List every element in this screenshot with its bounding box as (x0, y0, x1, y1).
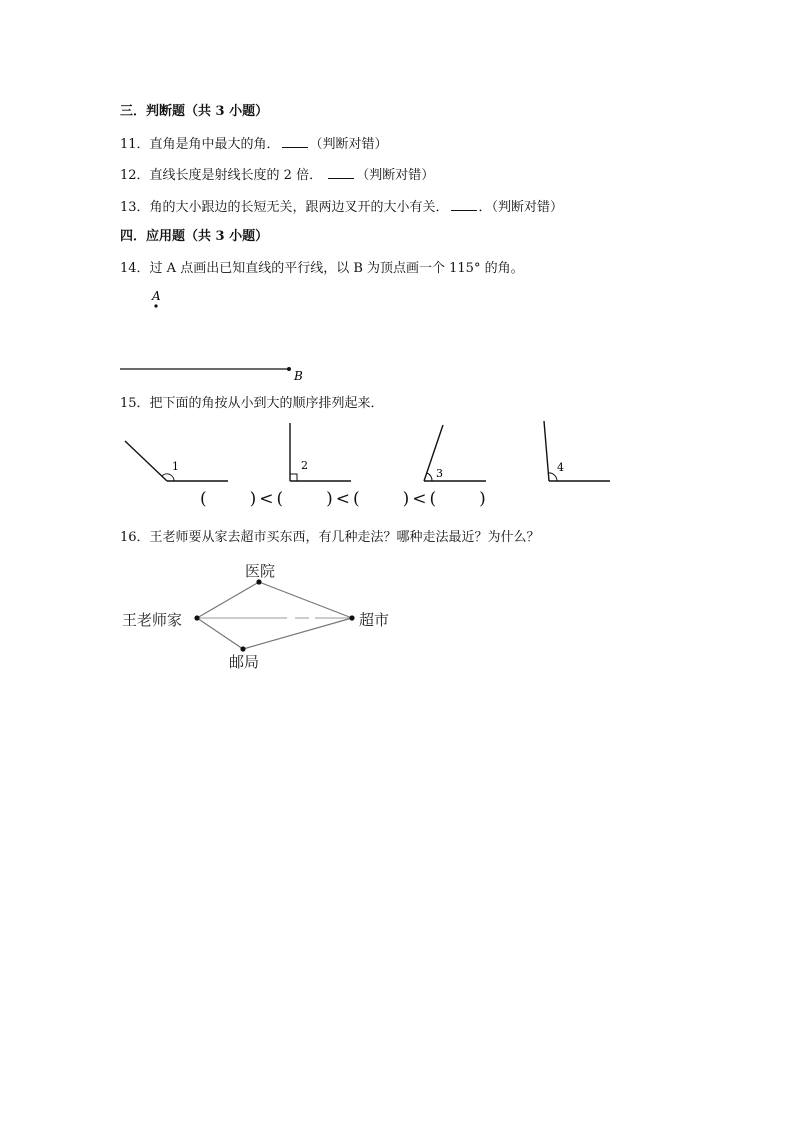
question-13-suffix: ．（判断对错） (478, 200, 564, 215)
question-14-text: 14．过 A 点画出已知直线的平行线，以 B 为顶点画一个 115° 的角。 (120, 261, 524, 276)
ordering-answer-row[interactable]: ( )<( )<( )<( ) (200, 489, 489, 509)
hospital-point (256, 579, 261, 584)
supermarket-label: 超市 (359, 611, 390, 629)
question-11-text: 11．直角是角中最大的角． (120, 137, 280, 152)
supermarket-point (349, 615, 354, 620)
section-4-heading: 四．应用题（共 3 小题） (120, 229, 269, 244)
point-a-label: A (152, 289, 161, 303)
post-office-label: 邮局 (229, 653, 260, 671)
post-office-point (240, 646, 245, 651)
angle-1-label: 1 (172, 460, 179, 473)
point-b-label: B (294, 369, 303, 383)
question-15-text: 15．把下面的角按从小到大的顺序排列起来． (120, 396, 384, 411)
question-13-text: 13．角的大小跟边的长短无关，跟两边叉开的大小有关． (120, 200, 449, 215)
home-point (194, 615, 199, 620)
section-3-heading: 三．判断题（共 3 小题） (120, 104, 269, 119)
question-16-text: 16．王老师要从家去超市买东西，有几种走法？哪种走法最近？为什么？ (120, 530, 540, 545)
angle-3-label: 3 (436, 467, 443, 480)
angle-4-label: 4 (557, 461, 564, 474)
home-label: 王老师家 (122, 611, 183, 629)
question-11-suffix: （判断对错） (309, 137, 388, 152)
hospital-label: 医院 (245, 562, 276, 580)
question-12-suffix: （判断对错） (356, 168, 435, 183)
question-12-text: 12．直线长度是射线长度的 2 倍． (120, 168, 323, 183)
angle-2-label: 2 (301, 459, 308, 472)
